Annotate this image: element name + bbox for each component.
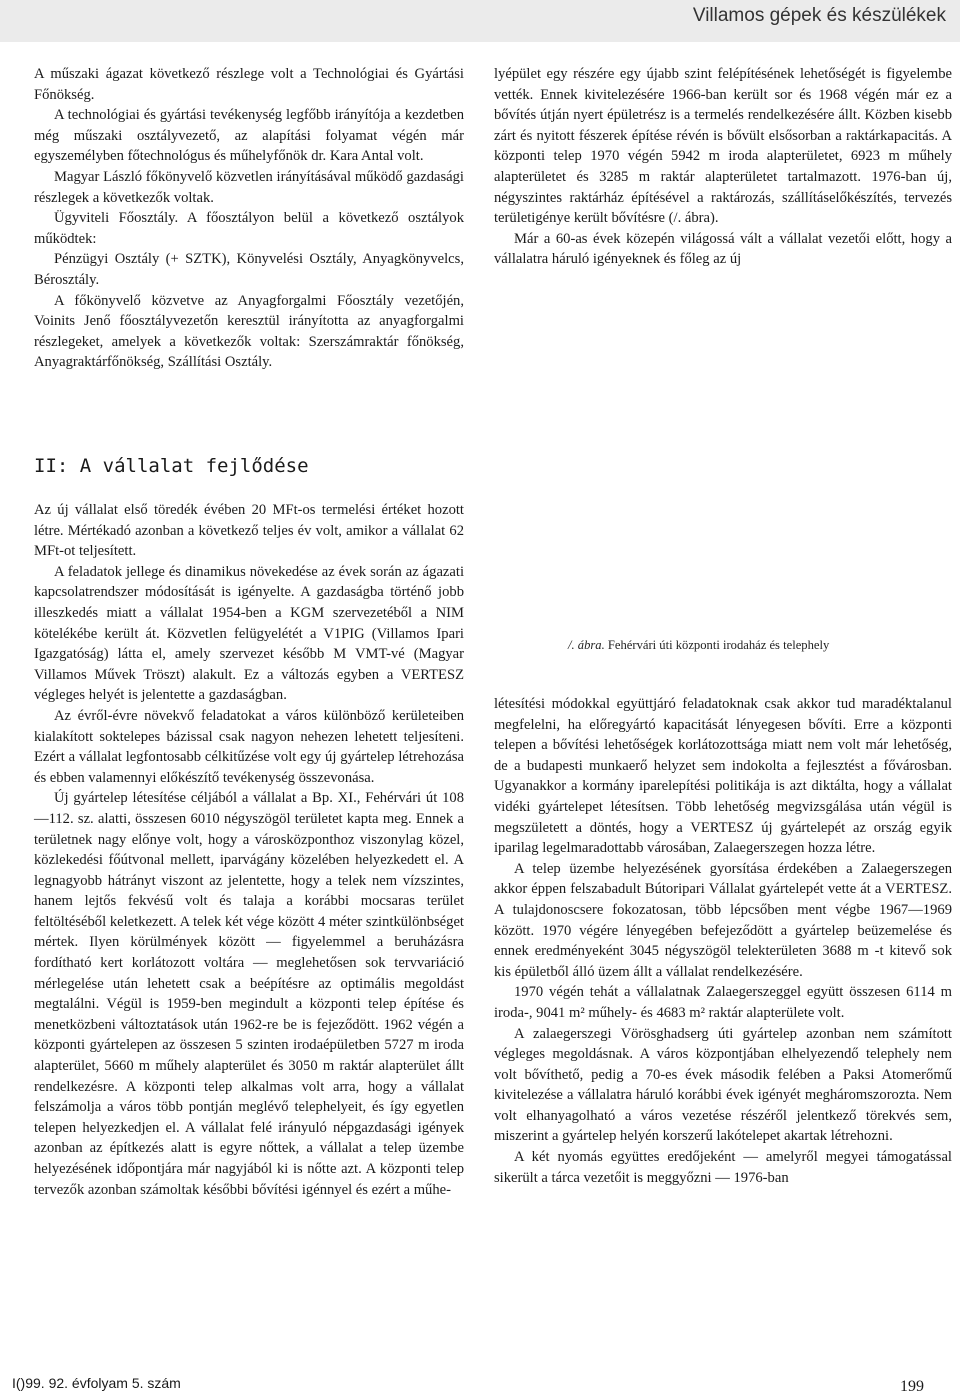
paragraph: 1970 végén tehát a vállalatnak Zalaegerszeggel együtt összesen 6114 m iroda-, 9041 m² műhely- és 4683 m² raktár alapterülete volt. <box>494 984 952 1021</box>
paragraph: A műszaki ágazat következő részlege volt a Technológiai és Gyártási Főnökség. <box>34 66 464 103</box>
paragraph: létesítési módokkal együttjáró feladatoknak csak akkor tud maradéktalanul megfelelni, ha előregyártó kapacitását lényegesen bővíti. Erre a központi telepen a bővítési lehetőségek korlátozottsága miatt nem volt már lehetőség, de a budapesti munkaerő helyzet sem indokolta a fejlesztést a fővárosban. Ugyanakkor a kormány iparelepítési politikája is azt diktálta, hogy a vállalat vidéki gyártelepet létesítsen. Több lehetőség megvizsgálása után végül is megszületett a döntés, hogy a VERTESZ új gyártelepét az ország egyik iparilag legelmaradottabb városában, Zalaegerszegen hozza létre. <box>494 696 952 857</box>
figure-caption <box>568 638 829 653</box>
paragraph: Ügyviteli Főosztály. A főosztályon belül a következő osztályok működtek: <box>34 210 464 247</box>
figure-label: /. ábra. <box>568 638 605 652</box>
right-column-bottom <box>494 694 952 1188</box>
paragraph: Az új vállalat első töredék évében 20 MFt-os termelési értéket hozott létre. Mértékadó azonban a következő teljes év volt, amikor a vállalat 62 MFt-ot teljesített. <box>34 502 464 560</box>
footer-issue-info: I()99. 92. évfolyam 5. szám <box>12 1375 181 1391</box>
page-header <box>0 0 960 42</box>
paragraph: Már a 60-as évek közepén világossá vált a vállalat vezetői előtt, hogy a vállalatra háruló igényeknek és főleg az új <box>494 230 952 268</box>
paragraph: A technológiai és gyártási tevékenység legfőbb irányítója a kezdetben még műszaki osztályvezető, az alapítási folyamat végén már egyszemélyben főtechnológus és műhelyfőnök dr. Kara Antal volt. <box>34 107 464 165</box>
paragraph: A telep üzembe helyezésének gyorsítása érdekében a Zalaegerszegen akkor éppen felszabadult Bútoripari Vállalat gyártelepét vette át a VERTESZ. A tulajdonoscsere fokozatosan, több lépcsőben ment végbe 1967—1969 között. 1970 végére lényegében befejeződött a gyártelep beüzemelése és ennek eredményeként 3045 négyszögöl telekterületen 3688 m -t kitevő sok kis épületből álló üzem állt a vállalat rendelkezésére. <box>494 860 952 980</box>
paragraph: A két nyomás együttes eredőjeként — amelyről megyei támogatással sikerült a tárca vezetőit is meggyőzni — 1976-ban <box>494 1149 952 1186</box>
header-title: Villamos gépek és készülékek <box>692 5 946 26</box>
left-column-top <box>34 64 464 373</box>
section-heading: II: A vállalat fejlődése <box>34 455 309 477</box>
figure-image-placeholder <box>494 320 952 620</box>
paragraph: Magyar László főkönyvelő közvetlen irányításával működő gazdasági részlegek a következők voltak. <box>34 168 464 206</box>
paragraph: Az évről-évre növekvő feladatokat a város különböző kerületeiben kialakított soktelepes bázissal csak nagyon nehezen lehetett teljesíteni. Ezért a vállalat legfontosabb célkitűzése volt egy új gyártelep létrehozása és ebben valamennyi előkészítő tevékenység összevonása. <box>34 707 464 786</box>
page-number: 199 <box>900 1378 924 1395</box>
paragraph: A feladatok jellege és dinamikus növekedése az évek során az ágazati kapcsolatrendszer módosítását is igényelte. A gazdaságba történő jobb illeszkedés miatt a vállalat 1954-ben a KGM szervezetéből a NIM kötelékébe került át. Közvetlen felügyelétét a V1PIG (Villamos Ipari Igazgatóság) látta el, amely szervezet később M VMT-vé (Magyar Villamos Művek Tröszt) alakult. Ez a változás egyben a VERTESZ végleges helyét is jelentette a gazdaságban. <box>34 563 464 704</box>
paragraph: lyépület egy részére egy újabb szint felépítésének lehetőségét is figyelembe vették. Ennek kivitelezésére 1966-ban került sor és 1968 végén már ez a bővítés útján nyert épületrész is a termelés rendelkezésére állt. Közben kisebb zárt és nyitott fészerek építése révén is bővült elsősorban a raktárkapacitás. A központi telep 1970 végén 5942 m iroda alapterületet, 6923 m műhely alapterületet és 3285 m raktár alapterületet tartalmazott. 1976-ban új, négyszintes raktárház építésével a raktározás, szállításelőkészítés, tervezés területigénye került bővítésre (/. ábra). <box>494 66 952 227</box>
left-column-bottom <box>34 500 464 1200</box>
paragraph: A zalaegerszegi Vörösghadserg úti gyártelep azonban nem számított végleges megoldásnak. A város központjában elhelyezendő telephely nem volt bővíthető, pedig a 70-es évek második felében a Paksi Atomerőmű kivitelezése a vállalatra háruló korábbi évek igényét megháromszorozta. Nem volt elhanyagolható a város vezetése részéről jelentkező törekvés sem, miszerint a gyártelep helyén korszerű lakótelepet akartak létrehozni. <box>494 1025 952 1145</box>
right-column-top <box>494 64 952 270</box>
paragraph: A főkönyvelő közvetve az Anyagforgalmi Főosztály vezetőjén, Voinits Jenő főosztályvezetőn keresztül irányította az anyagforgalmi részlegeket, amelyek a következők voltak: Szerszámraktár főnökség, Anyagraktárfőnökség, Szállítási Osztály. <box>34 292 464 371</box>
paragraph: Új gyártelep létesítése céljából a vállalat a Bp. XI., Fehérvári út 108—112. sz. alatti, összesen 6010 négyszögöl területet kapta meg. Ennek a területnek nagy előnye volt, hogy a városközponthoz viszonylag közel, közlekedési főútvonal mellett, iparvágány közelében helyezkedett el. A legnagyobb hátrányt viszont az jelentette, hogy a telek nem vízszintes, hanem lejtős fekvésű volt és talaja a korábbi mocsaras terület feltöltéséből keletkezett. A telek két vége között 4 méter szintkülönbséget mértek. Ilyen körülmények között — figyelemmel a beruházásra fordítható kert korlátozott voltára — meglehetősen sok tervvariáció mérlegelése után lehetett csak a beépítésre az optimális megoldást megtalálni. Végül is 1959-ben megindult a központi telep építése és menetközbeni változtatások után 1962-re be is fejeződött. 1962 végén a központi gyártelepen az összesen 5 szinten irodaépületben 5727 m iroda alapterület, 5660 m műhely alapterület és 3050 m raktár alapterület állt rendelkezésre. A központi telep alkalmas volt arra, hogy a vállalat felszámolja a város több pontján meglévő telephelyeit, és így egyetlen telepen helyezkedjen el. A vállalat felé irányuló népgazdasági igények azonban az építkezés alatt is egyre nőttek, a vállalat a telep üzembe helyezésének időpontjára már nagyjából ki is nőtte azt. A központi telep tervezők azonban számoltak későbbi bővítési igénnyel és ezért a műhe- <box>34 790 464 1198</box>
figure-caption-text: Fehérvári úti központi irodaház és telephely <box>604 638 830 652</box>
paragraph: Pénzügyi Osztály (+ SZTK), Könyvelési Osztály, Anyagkönyvelcs, Bérosztály. <box>34 251 464 288</box>
